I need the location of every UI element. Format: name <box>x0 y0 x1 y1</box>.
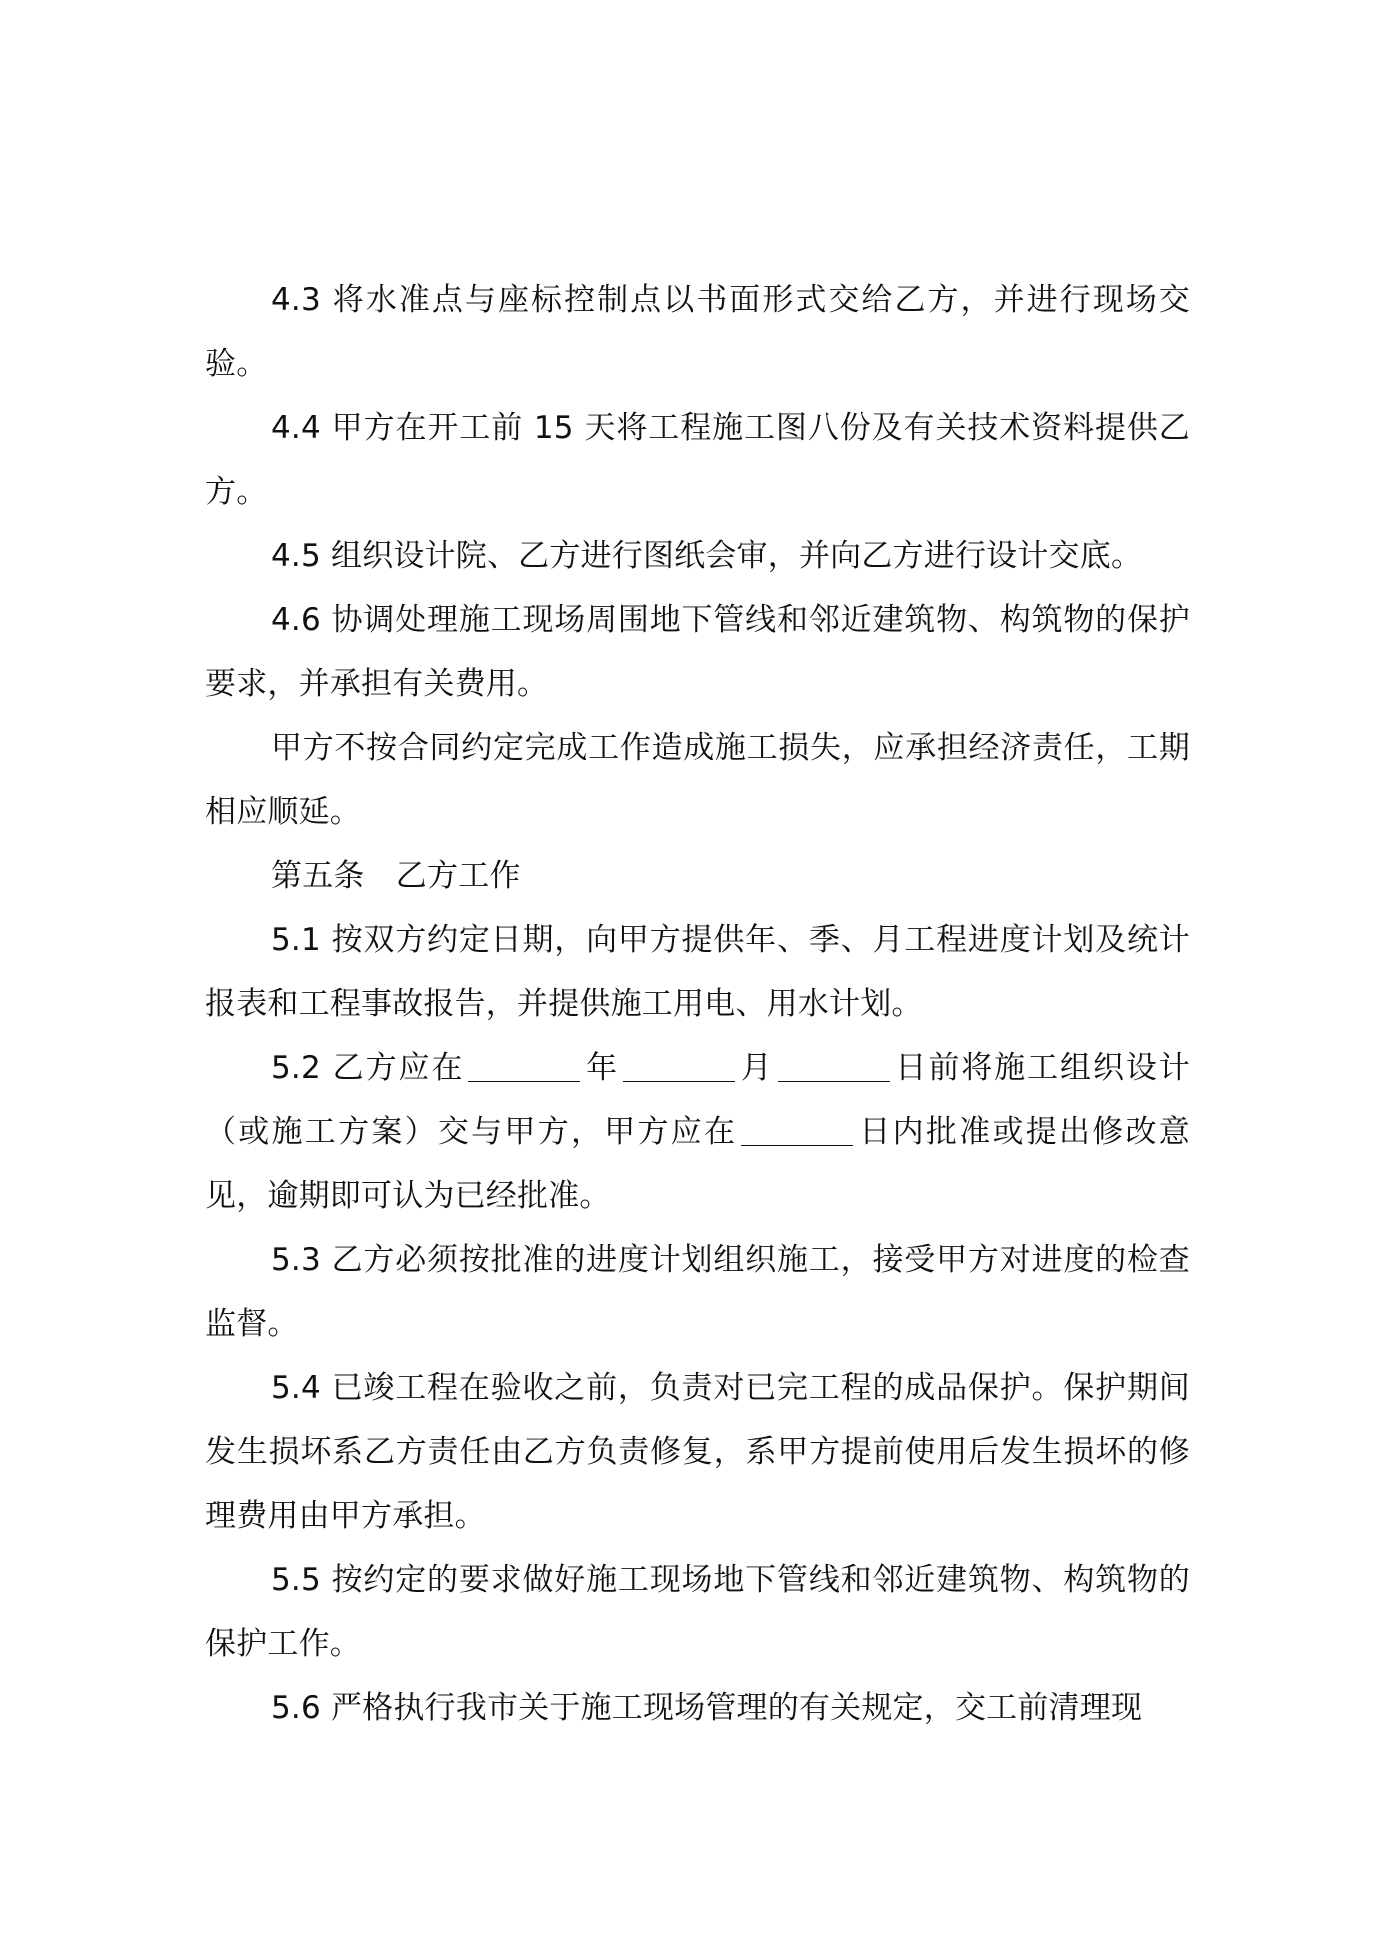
liability-paragraph: 甲方不按合同约定完成工作造成施工损失，应承担经济责任，工期相应顺延。 <box>205 730 1190 830</box>
clause-5-2-text-1: 5.2 乙方应在 <box>271 1050 465 1086</box>
clause-5-5: 5.5 按约定的要求做好施工现场地下管线和邻近建筑物、构筑物的保护工作。 <box>205 1562 1190 1662</box>
clause-5-1: 5.1 按双方约定日期，向甲方提供年、季、月工程进度计划及统计报表和工程事故报告，并提供施工用电、用水计划。 <box>205 922 1190 1022</box>
clause-4-3: 4.3 将水准点与座标控制点以书面形式交给乙方，并进行现场交验。 <box>205 282 1190 382</box>
clause-4-5: 4.5 组织设计院、乙方进行图纸会审，并向乙方进行设计交底。 <box>271 538 1143 574</box>
month-blank-field[interactable] <box>623 1051 735 1082</box>
clause-5-4: 5.4 已竣工程在验收之前，负责对已完工程的成品保护。保护期间发生损坏系乙方责任由乙方负责修复，系甲方提前使用后发生损坏的修理费用由甲方承担。 <box>205 1370 1190 1534</box>
year-blank-field[interactable] <box>468 1051 580 1082</box>
day-blank-field[interactable] <box>778 1051 890 1082</box>
clause-5-2-text-2: 年 <box>584 1050 620 1086</box>
clause-4-4: 4.4 甲方在开工前 15 天将工程施工图八份及有关技术资料提供乙方。 <box>205 410 1190 510</box>
approval-days-blank-field[interactable] <box>741 1115 853 1146</box>
clause-5-2-text-3: 月 <box>739 1050 774 1086</box>
clause-5-6: 5.6 严格执行我市关于施工现场管理的有关规定，交工前清理现 <box>271 1690 1143 1726</box>
article-5-heading: 第五条 乙方工作 <box>271 858 521 894</box>
clause-5-3: 5.3 乙方必须按批准的进度计划组织施工，接受甲方对进度的检查监督。 <box>205 1242 1190 1342</box>
document-body <box>205 268 1190 1740</box>
clause-5-2-text-4: 日前将施工组织设计（或施工方案）交与甲方，甲方应在 <box>205 1050 1190 1150</box>
clause-5-2-text-5: 日内批准或提出修改意见，逾期即可认为已经批准。 <box>205 1114 1191 1214</box>
clause-4-6: 4.6 协调处理施工现场周围地下管线和邻近建筑物、构筑物的保护要求，并承担有关费用。 <box>205 602 1190 702</box>
clause-5-2 <box>205 1036 1190 1228</box>
